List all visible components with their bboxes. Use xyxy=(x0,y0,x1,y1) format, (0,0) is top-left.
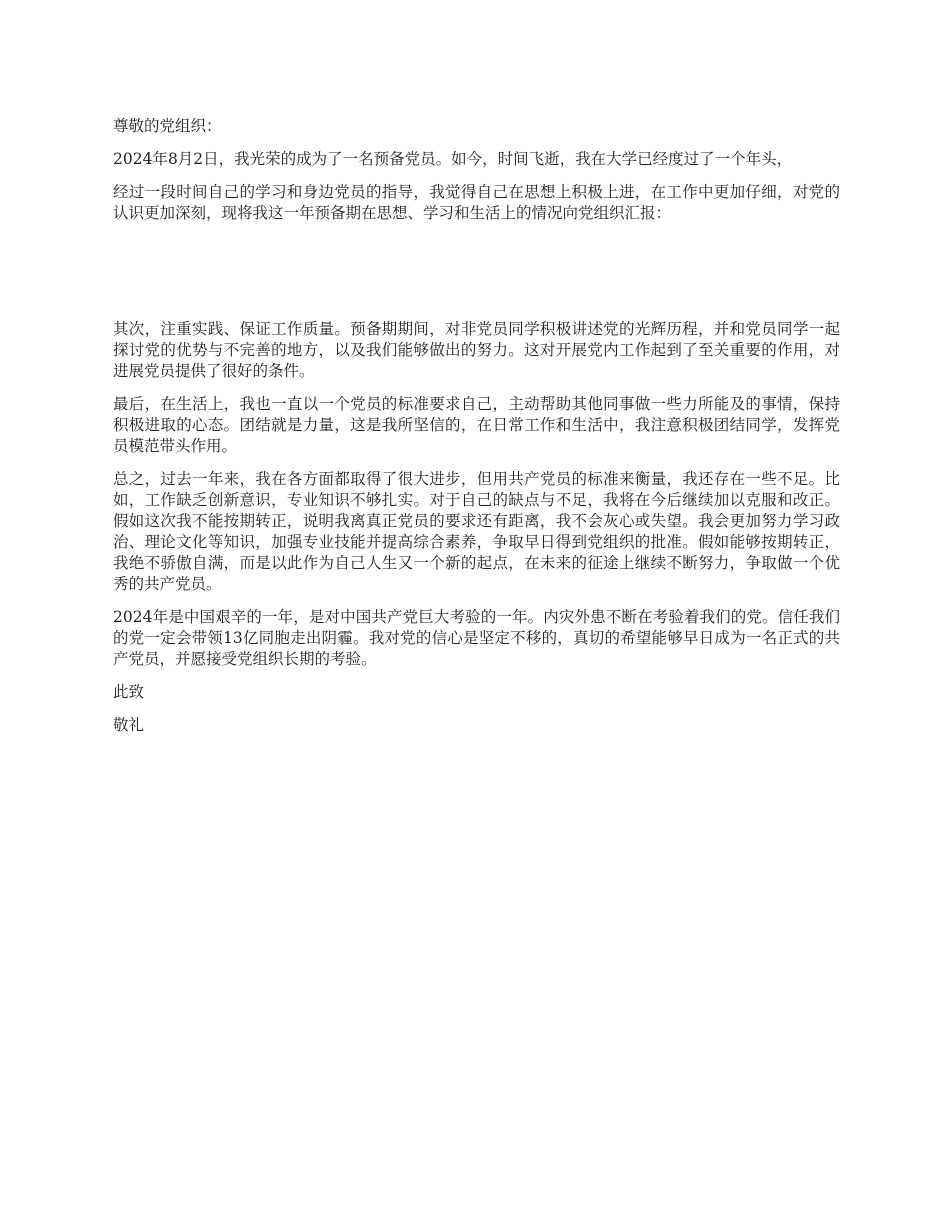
paragraph-life: 最后，在生活上，我也一直以一个党员的标准要求自己，主动帮助其他同事做一些力所能及的事情，保持积极进取的心态。团结就是力量，这是我所坚信的，在日常工作和生活中，我注意积极团结同学，发挥党员模范带头作用。 xyxy=(113,395,840,455)
paragraph-summary: 总之，过去一年来，我在各方面都取得了很大进步，但用共产党员的标准来衡量，我还存在一些不足。比如，工作缺乏创新意识，专业知识不够扎实。对于自己的缺点与不足，我将在今后继续加以克服和改正。假如这次我不能按期转正，说明我离真正党员的要求还有距离，我不会灰心或失望。我会更加努力学习政治、理论文化等知识，加强专业技能并提高综合素养，争取早日得到党组织的批准。假如能够按期转正，我绝不骄傲自满，而是以此作为自己人生又一个新的起点，在未来的征途上继续不断努力，争取做一个优秀的共产党员。 xyxy=(113,470,840,593)
closing-respectfully: 此致 xyxy=(113,683,145,701)
paragraph-practice: 其次，注重实践、保证工作质量。预备期期间，对非党员同学积极讲述党的光辉历程，并和党员同学一起探讨党的优势与不完善的地方，以及我们能够做出的努力。这对开展党内工作起到了至关重要的作用，对进展党员提供了很好的条件。 xyxy=(113,320,840,380)
paragraph-outlook: 2024年是中国艰辛的一年，是对中国共产党巨大考验的一年。内灾外患不断在考验着我们的党。信任我们的党一定会带领13亿同胞走出阴霾。我对党的信心是坚定不移的，真切的希望能够早日成为一名正式的共产党员，并愿接受党组织长期的考验。 xyxy=(113,608,840,668)
paragraph-overview: 经过一段时间自己的学习和身边党员的指导，我觉得自己在思想上积极上进，在工作中更加仔细，对党的认识更加深刻，现将我这一年预备期在思想、学习和生活上的情况向党组织汇报： xyxy=(113,183,840,222)
letter-body xyxy=(113,116,840,748)
closing-salute: 敬礼 xyxy=(113,716,145,734)
salutation: 尊敬的党组织： xyxy=(113,117,222,135)
paragraph-intro: 2024年8月2日，我光荣的成为了一名预备党员。如今，时间飞逝，我在大学已经度过了一个年头， xyxy=(113,150,793,168)
